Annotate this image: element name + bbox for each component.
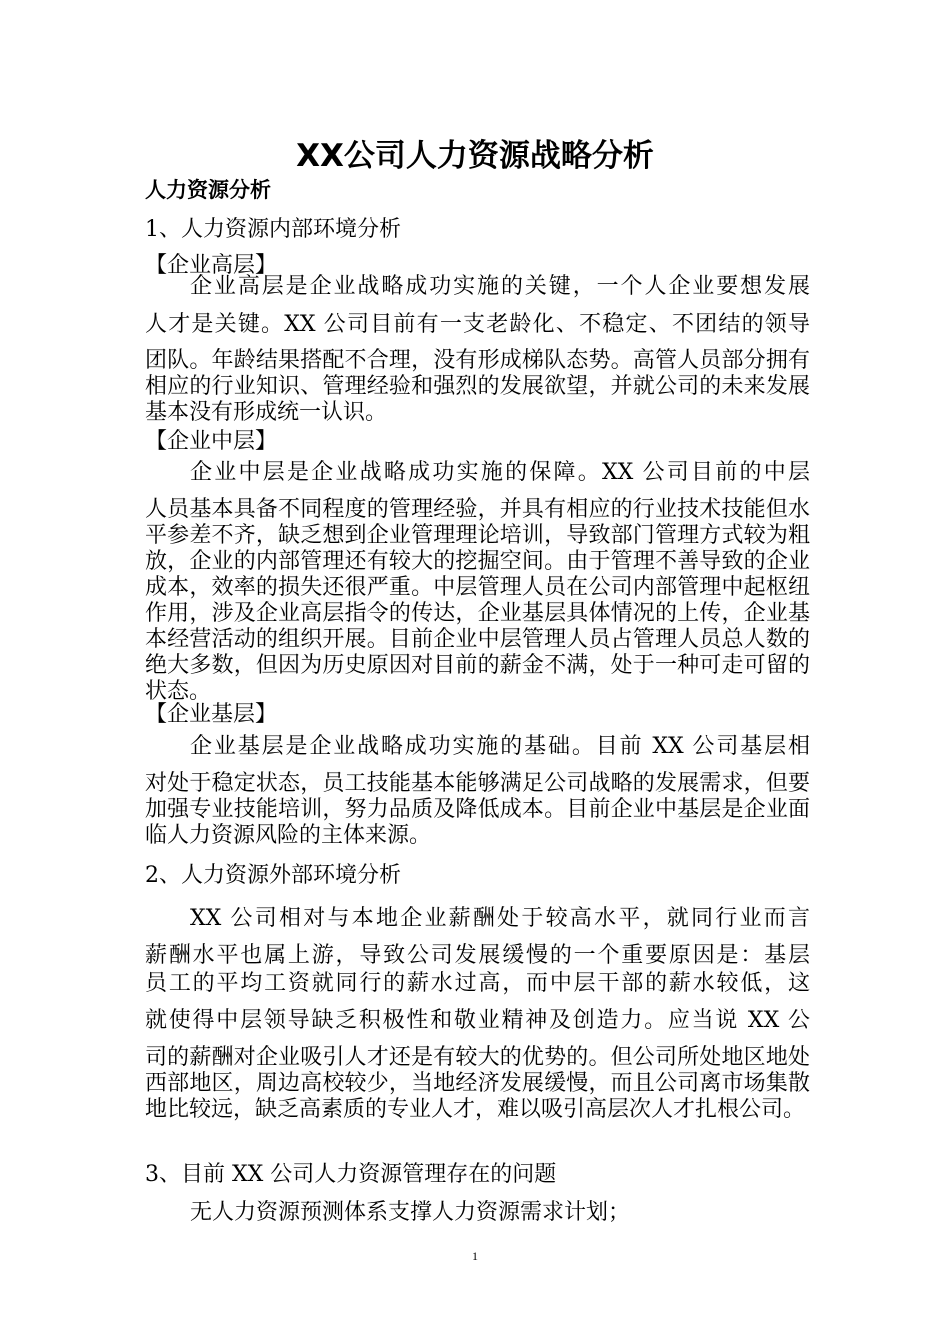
page-number: 1 (472, 1249, 478, 1263)
middle-paragraph-line-1: 企业中层是企业战略成功实施的保障。XX 公司目前的中层 (190, 460, 810, 485)
external-paragraph-line-4: 就使得中层领导缺乏积极性和敬业精神及创造力。应当说 XX 公 (145, 1008, 810, 1033)
external-paragraph-body: 司的薪酬对企业吸引人才还是有较大的优势的。但公司所处地区地处西部地区，周边高校较少，当地经济发展缓慢，而且公司离市场集散地比较远，缺乏高素质的专业人才，难以吸引高层次人才扎根公司。 (145, 1045, 810, 1122)
external-paragraph-line-1: XX 公司相对与本地企业薪酬处于较高水平，就同行业而言 (190, 906, 810, 931)
subheading-current-problems: 3、目前 XX 公司人力资源管理存在的问题 (145, 1162, 557, 1187)
senior-paragraph-line-1: 企业高层是企业战略成功实施的关键，一个人企业要想发展 (190, 274, 810, 299)
problem-line-1: 无人力资源预测体系支撑人力资源需求计划； (190, 1200, 631, 1225)
external-paragraph-line-2: 薪酬水平也属上游，导致公司发展缓慢的一个重要原因是：基层 (145, 943, 810, 968)
section-heading: 人力资源分析 (145, 177, 271, 202)
document-title: XX公司人力资源战略分析 (296, 138, 654, 174)
middle-paragraph-body: 人员基本具备不同程度的管理经验，并具有相应的行业技术技能但水平参差不齐，缺乏想到企业管理理论培训，导致部门管理方式较为粗放，企业的内部管理还有较大的挖掘空间。由于管理不善导致的企业成本，效率的损失还很严重。中层管理人员在公司内部管理中起枢纽作用，涉及企业高层指令的传达，企业基层具体情况的上传，企业基本经营活动的组织开展。目前企业中层管理人员占管理人员总人数的绝大多数，但因为历史原因对目前的薪金不满，处于一种可走可留的状态。 (145, 497, 810, 704)
senior-paragraph-body: 团队。年龄结果搭配不合理，没有形成梯队态势。高管人员部分拥有相应的行业知识、管理经验和强烈的发展欲望，并就公司的未来发展基本没有形成统一认识。 (145, 348, 810, 425)
base-paragraph-line-1: 企业基层是企业战略成功实施的基础。目前 XX 公司基层相 (190, 734, 810, 759)
external-paragraph-line-3: 员工的平均工资就同行的薪水过高，而中层干部的薪水较低，这 (145, 971, 810, 996)
label-base-level: 【企业基层】 (145, 702, 278, 727)
base-paragraph-body: 对处于稳定状态，员工技能基本能够满足公司战略的发展需求，但要加强专业技能培训，努力品质及降低成本。目前企业中基层是企业面临人力资源风险的主体来源。 (145, 771, 810, 848)
senior-paragraph-line-2: 人才是关键。XX 公司目前有一支老龄化、不稳定、不团结的领导 (145, 312, 810, 337)
label-middle-management: 【企业中层】 (145, 429, 278, 454)
subheading-external-analysis: 2、人力资源外部环境分析 (145, 863, 401, 888)
label-senior-management: 【企业高层】 (145, 253, 278, 278)
subheading-internal-analysis: 1、人力资源内部环境分析 (145, 217, 401, 242)
